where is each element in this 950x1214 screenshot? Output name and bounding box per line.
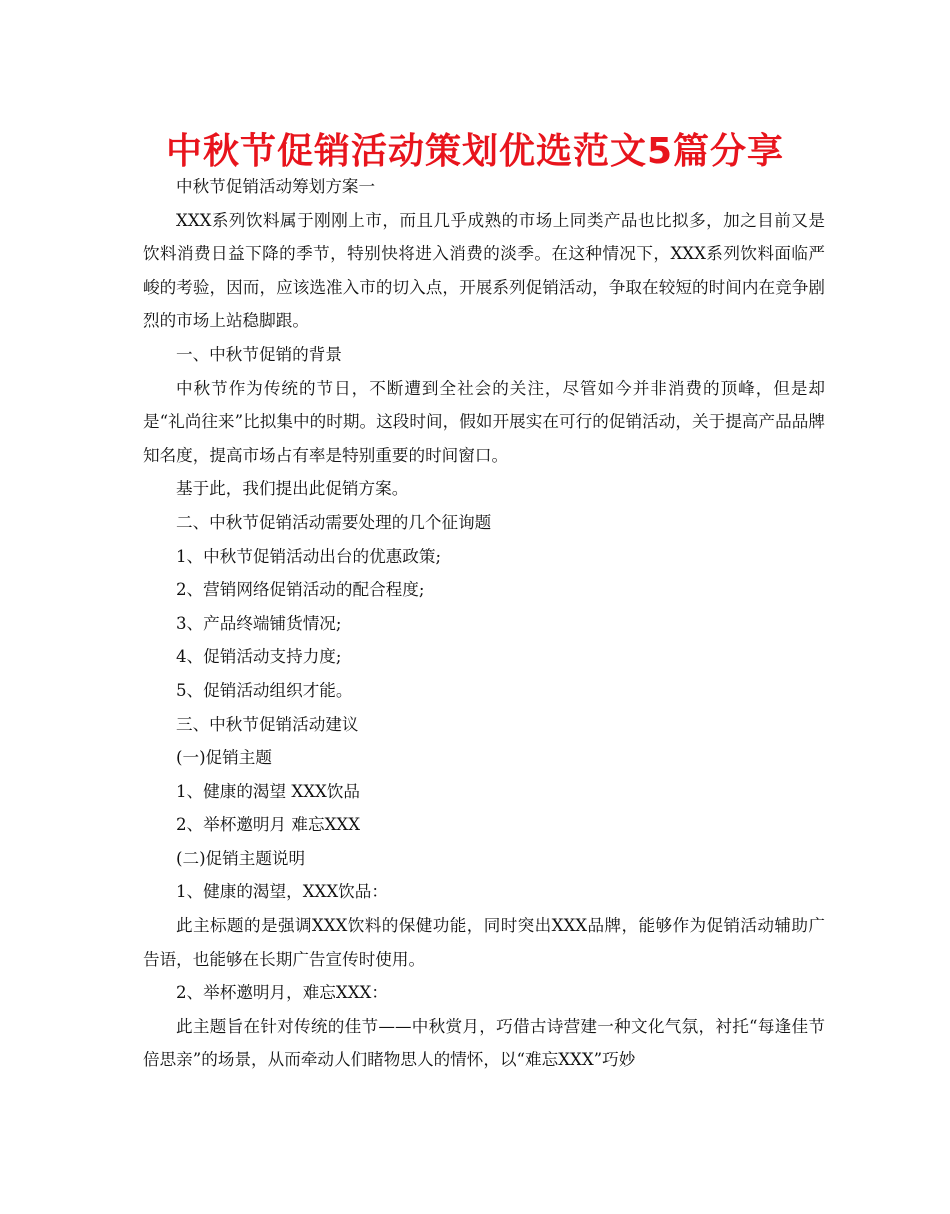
subsection-heading: (二)促销主题说明 (176, 848, 306, 868)
paragraph: 基于此，我们提出此促销方案。 (176, 479, 409, 499)
list-item: 3、产品终端铺货情况; (176, 613, 342, 633)
list-item: 1、健康的渴望 XXX饮品 (176, 781, 361, 801)
section-heading: 二、中秋节促销活动需要处理的几个征询题 (176, 512, 492, 532)
document-body (143, 170, 825, 1077)
list-item: 2、举杯邀明月，难忘XXX： (176, 983, 388, 1003)
paragraph: 中秋节作为传统的节日，不断遭到全社会的关注，尽管如今并非消费的顶峰，但是却是“礼尚往来”比拟集中的时期。这段时间，假如开展实在可行的促销活动，关于提高产品品牌知名度，提高市场占有率是特别重要的时间窗口。 (143, 378, 825, 465)
section-heading: 中秋节促销活动筹划方案一 (176, 177, 376, 196)
list-item: 1、中秋节促销活动出台的优惠政策; (176, 546, 442, 566)
section-heading: 三、中秋节促销活动建议 (176, 714, 359, 734)
document-title: 中秋节促销活动策划优选范文5篇分享 (165, 131, 785, 172)
paragraph: 此主标题的是强调XXX饮料的保健功能，同时突出XXX品牌，能够作为促销活动辅助广告语，也能够在长期广告宣传时使用。 (143, 916, 825, 969)
list-item: 5、促销活动组织才能。 (176, 680, 353, 700)
section-heading: 一、中秋节促销的背景 (176, 344, 342, 364)
list-item: 2、举杯邀明月 难忘XXX (176, 815, 361, 835)
list-item: 1、健康的渴望，XXX饮品： (176, 882, 388, 902)
list-item: 2、营销网络促销活动的配合程度; (176, 580, 425, 600)
paragraph: 此主题旨在针对传统的佳节——中秋赏月，巧借古诗营建一种文化气氛，衬托“每逢佳节倍思亲”的场景，从而牵动人们睹物思人的情怀，以“难忘XXX”巧妙 (143, 1016, 825, 1070)
subsection-heading: (一)促销主题 (176, 748, 272, 768)
paragraph: XXX系列饮料属于刚刚上市，而且几乎成熟的市场上同类产品也比拟多，加之目前又是饮料消费日益下降的季节，特别快将进入消费的淡季。在这种情况下，XXX系列饮料面临严峻的考验，因而，应该选准入市的切入点，开展系列促销活动，争取在较短的时间内在竞争剧烈的市场上站稳脚跟。 (143, 210, 825, 331)
list-item: 4、促销活动支持力度; (176, 647, 342, 667)
